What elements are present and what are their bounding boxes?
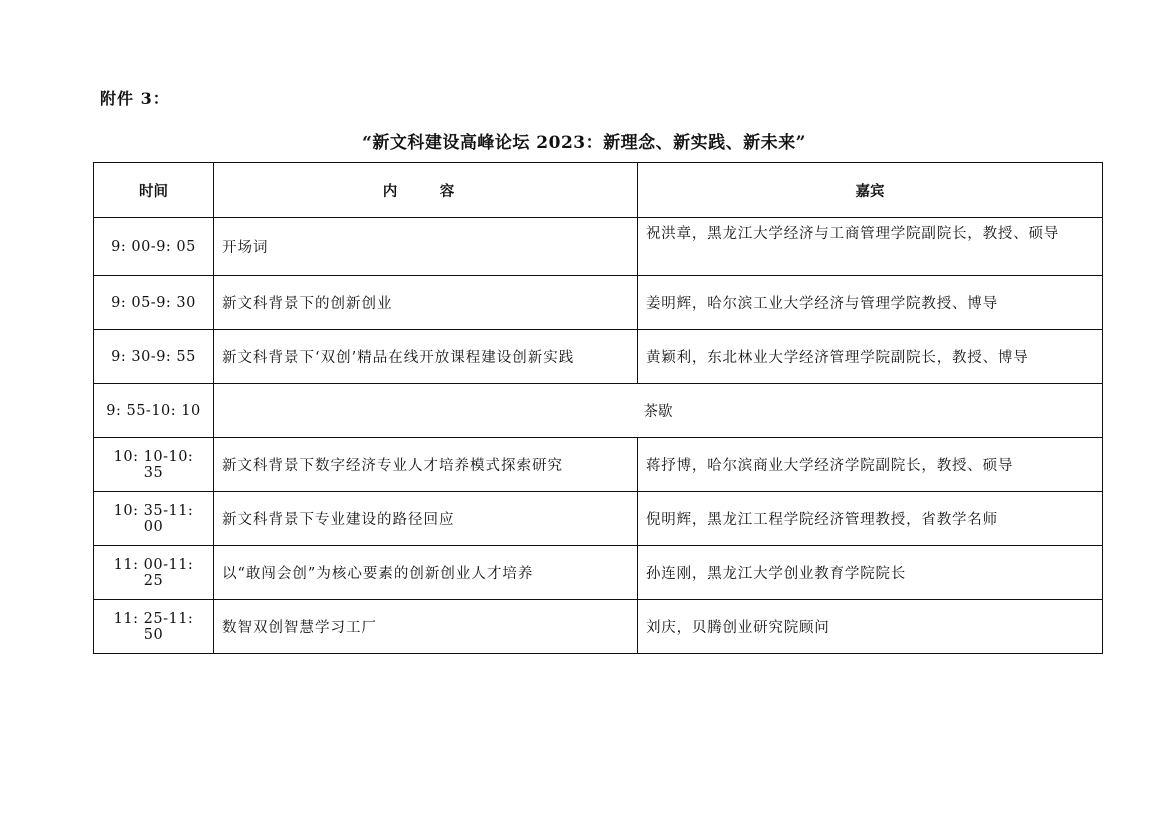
- time-cell: 10: 35-11: 00: [94, 492, 214, 546]
- table-row: [94, 600, 1103, 654]
- time-cell: 11: 25-11: 50: [94, 600, 214, 654]
- guest-cell: 倪明辉，黑龙江工程学院经济管理教授，省教学名师: [638, 492, 1103, 546]
- content-cell: 以“敢闯会创”为核心要素的创新创业人才培养: [214, 546, 638, 600]
- header-time: 时间: [94, 163, 214, 218]
- table-row: [94, 330, 1103, 384]
- time-cell: 11: 00-11: 25: [94, 546, 214, 600]
- guest-cell: 黄颖利，东北林业大学经济管理学院副院长，教授、博导: [638, 330, 1103, 384]
- time-cell: 9: 00-9: 05: [94, 218, 214, 276]
- table-row-break: [94, 384, 1103, 438]
- table-header-row: [94, 163, 1103, 218]
- table-row: [94, 492, 1103, 546]
- table-row: [94, 276, 1103, 330]
- content-cell: 开场词: [214, 218, 638, 276]
- document-title: “新文科建设高峰论坛 2023：新理念、新实践、新未来”: [362, 133, 806, 153]
- guest-cell: 孙连刚，黑龙江大学创业教育学院院长: [638, 546, 1103, 600]
- time-cell: 9: 55-10: 10: [94, 384, 214, 438]
- guest-cell: 祝洪章，黑龙江大学经济与工商管理学院副院长，教授、硕导: [638, 218, 1103, 276]
- guest-cell: 蒋抒博，哈尔滨商业大学经济学院副院长，教授、硕导: [638, 438, 1103, 492]
- table-row: [94, 546, 1103, 600]
- header-guest: 嘉宾: [638, 163, 1103, 218]
- attachment-label: 附件 3：: [100, 89, 170, 108]
- content-cell: 新文科背景下专业建设的路径回应: [214, 492, 638, 546]
- table-row: [94, 438, 1103, 492]
- content-cell: 新文科背景下‘双创’精品在线开放课程建设创新实践: [214, 330, 638, 384]
- guest-cell: 姜明辉，哈尔滨工业大学经济与管理学院教授、博导: [638, 276, 1103, 330]
- time-cell: 10: 10-10: 35: [94, 438, 214, 492]
- time-cell: 9: 30-9: 55: [94, 330, 214, 384]
- schedule-table: [93, 162, 1103, 654]
- guest-cell: 刘庆，贝腾创业研究院顾问: [638, 600, 1103, 654]
- table-row: [94, 218, 1103, 276]
- content-cell: 数智双创智慧学习工厂: [214, 600, 638, 654]
- tea-break-cell: 茶歇: [214, 384, 1103, 438]
- content-cell: 新文科背景下的创新创业: [214, 276, 638, 330]
- time-cell: 9: 05-9: 30: [94, 276, 214, 330]
- content-cell: 新文科背景下数字经济专业人才培养模式探索研究: [214, 438, 638, 492]
- header-content: 内 容: [214, 163, 638, 218]
